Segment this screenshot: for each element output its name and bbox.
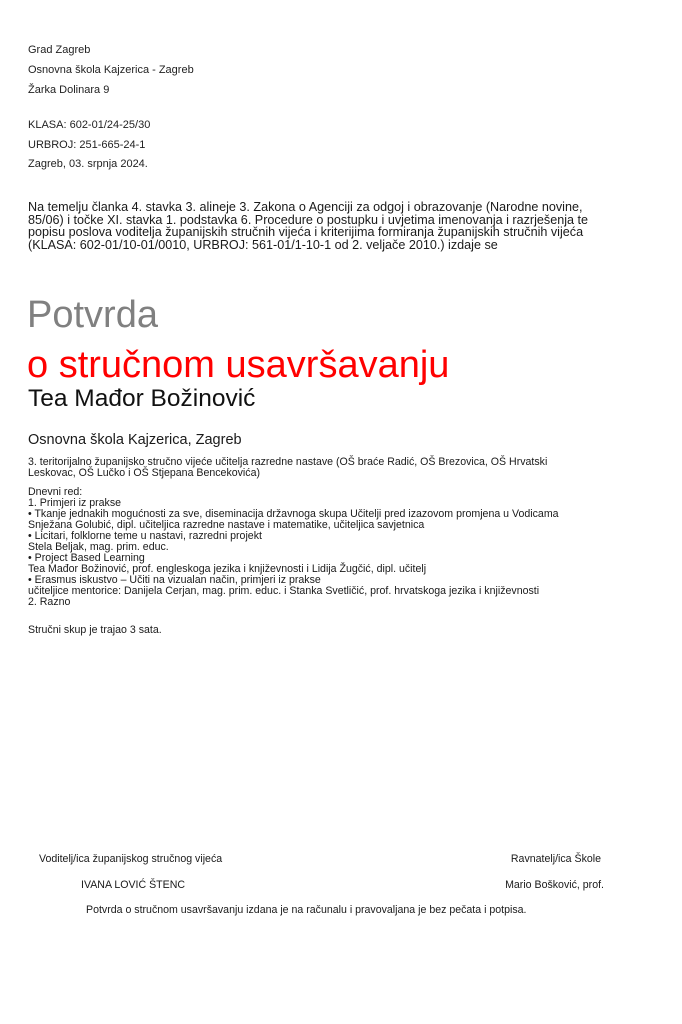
- intro-line: 85/06) i točke XI. stavka 1. podstavka 6. Procedure o postupku i uvjetima imenovanja i razrješenja te: [28, 212, 589, 227]
- agenda-item: • Erasmus iskustvo – Učiti na vizualan način, primjeri iz prakse: [28, 574, 321, 586]
- agenda-item: • Project Based Learning: [28, 552, 145, 564]
- issue-date: Zagreb, 03. srpnja 2024.: [28, 158, 148, 170]
- agenda-item: • Licitari, folklorne teme u nastavi, razredni projekt: [28, 530, 262, 542]
- school-name-header: Osnovna škola Kajzerica - Zagreb: [28, 64, 194, 76]
- council-line: 3. teritorijalno županijsko stručno vijeće učitelja razredne nastave (OŠ braće Radić, OŠ Brezovica, OŠ Hrvatski: [28, 456, 548, 468]
- urbroj-number: URBROJ: 251-665-24-1: [28, 139, 146, 151]
- agenda-item: Tea Mađor Božinović, prof. engleskoga jezika i književnosti i Lidija Žugčić, dipl. učitelj: [28, 563, 427, 575]
- recipient-name: Tea Mađor Božinović: [28, 385, 256, 412]
- school-address: Žarka Dolinara 9: [28, 84, 110, 96]
- recipient-school: Osnovna škola Kajzerica, Zagreb: [28, 432, 242, 448]
- validity-note: Potvrda o stručnom usavršavanju izdana je na računalu i pravovaljana je bez pečata i potpisa.: [86, 904, 527, 916]
- agenda-heading: Dnevni red:: [28, 486, 83, 498]
- council-description: [28, 457, 547, 479]
- left-signatory-name: IVANA LOVIĆ ŠTENC: [81, 879, 186, 891]
- agenda: [28, 487, 559, 608]
- right-signatory-role: Ravnatelj/ica Škole: [510, 853, 601, 865]
- agenda-item: 1. Primjeri iz prakse: [28, 497, 122, 509]
- legal-basis-paragraph: [28, 201, 658, 251]
- intro-line: (KLASA: 602-01/10-01/0010, URBROJ: 561-01/1-10-1 od 2. veljače 2010.) izdaje se: [28, 237, 498, 252]
- duration-statement: Stručni skup je trajao 3 sata.: [28, 624, 162, 636]
- agenda-item: učiteljice mentorice: Danijela Cerjan, mag. prim. educ. i Stanka Svetličić, prof. hrvatskoga jezika i književnosti: [28, 585, 540, 597]
- left-signatory-role: Voditelj/ica županijskog stručnog vijeća: [39, 853, 223, 865]
- klasa-number: KLASA: 602-01/24-25/30: [28, 119, 151, 131]
- agenda-item: 2. Razno: [28, 596, 71, 608]
- agenda-item: • Tkanje jednakih mogućnosti za sve, diseminacija državnoga skupa Učitelji pred izazovom promjena u Vodicama: [28, 508, 559, 520]
- city-name: Grad Zagreb: [28, 44, 91, 56]
- council-line: Leskovac, OŠ Lučko i OŠ Stjepana Bencekovića): [28, 467, 261, 479]
- intro-line: Na temelju članka 4. stavka 3. alineje 3. Zakona o Agenciji za odgoj i obrazovanje (Narodne novine,: [28, 200, 583, 214]
- right-signatory-name: Mario Bošković, prof.: [505, 879, 604, 891]
- agenda-item: Stela Beljak, mag. prim. educ.: [28, 541, 169, 553]
- certificate-title: Potvrda: [27, 294, 158, 336]
- intro-line: popisu poslova voditelja županijskih stručnih vijeća i kriterijima formiranja županijskih stručnih vijeća: [28, 225, 584, 240]
- certificate-subtitle: o stručnom usavršavanju: [27, 344, 450, 386]
- agenda-item: Snježana Golubić, dipl. učiteljica razredne nastave i matematike, učiteljica savjetnica: [28, 519, 425, 531]
